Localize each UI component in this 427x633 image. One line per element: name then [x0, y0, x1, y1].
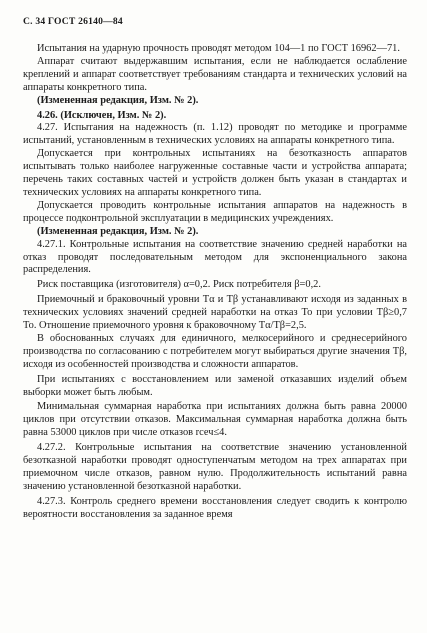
paragraph-total-operating-time: Минимальная суммарная наработка при испытаниях должна быть равна 20000 циклов при отсутствии отказов. Максимальная суммарная наработка должна быть равна 53000 циклов при числе отказов rсеч≤4. [23, 401, 407, 439]
paragraph-4-27-1: 4.27.1. Контрольные испытания на соответствие значению средней наработки на отказ проводят последовательным методом для экспоненциального закона распределения. [23, 238, 407, 276]
page-header: С. 34 ГОСТ 26140—84 [23, 16, 123, 27]
paragraph-4-27: 4.27. Испытания на надежность (п. 1.12) проводят по методике и программе испытаний, установленным в технических условиях на аппараты конкретного типа. [23, 122, 407, 147]
paragraph-sample-size: При испытаниях с восстановлением или заменой отказавших изделий объем выборки может быть любым. [23, 373, 407, 398]
paragraph-passed-criteria: Аппарат считают выдержавшим испытания, если не наблюдается ослабление креплений и аппарат соответствует требованиям стандарта и технических условий на аппараты конкретного типа. [23, 55, 407, 93]
paragraph-justified-cases: В обоснованных случаях для единичного, мелкосерийного и среднесерийного производства по согласованию с потребителем могут выбираться другие значения Tβ, исходя из особенностей производства и сложности аппаратов. [23, 332, 407, 370]
paragraph-amendment-note-2: (Измененная редакция, Изм. № 2). [37, 225, 199, 237]
paragraph-4-26: 4.26. (Исключен, Изм. № 2). [37, 109, 167, 121]
paragraph-impact-test: Испытания на ударную прочность проводят методом 104—1 по ГОСТ 16962—71. [37, 43, 400, 54]
paragraph-4-27-3: 4.27.3. Контроль среднего времени восстановления следует сводить к контролю вероятности восстановления за заданное время [23, 495, 407, 520]
paragraph-4-27-2: 4.27.2. Контрольные испытания на соответствие значению установленной безотказной наработки проводят одноступенчатым методом на трех аппаратах при приемочном числе отказов, равном нулю. Продолжительность испытаний равна значению установленной безотказной наработки. [23, 442, 407, 492]
paragraph-amendment-note-1: (Измененная редакция, Изм. № 2). [37, 94, 199, 106]
paragraph-risk: Риск поставщика (изготовителя) α=0,2. Риск потребителя β=0,2. [37, 279, 321, 291]
paragraph-controlled-operation: Допускается проводить контрольные испытания аппаратов на надежность в процессе подконтрольной эксплуатации в медицинских учреждениях. [23, 199, 407, 224]
paragraph-reliability-parts: Допускается при контрольных испытаниях на безотказность аппаратов испытывать только наиболее нагруженные составные части и устройства аппарата; перечень таких составных частей и устройств должен быть указан в стандартах и технических условиях на аппараты конкретного типа. [23, 148, 407, 198]
paragraph-levels: Приемочный и браковочный уровни Tα и Tβ устанавливают исходя из заданных в технических условиях значений средней наработки на отказ To при условии Tβ≥0,7 To. Отношение приемочного уровня к браковочному Tα/Tβ=2,5. [23, 294, 407, 332]
